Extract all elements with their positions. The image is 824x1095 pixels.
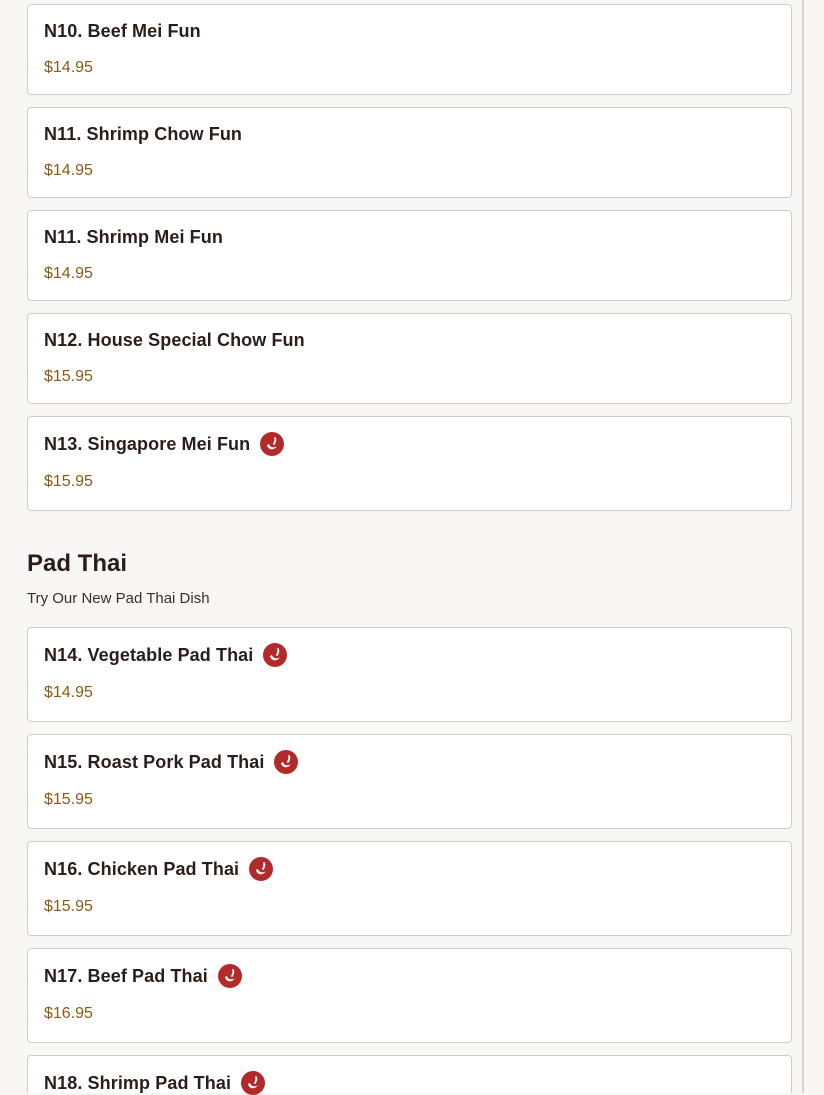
menu-item-price: $16.95	[44, 1005, 93, 1022]
menu-item-price: $15.95	[44, 368, 93, 385]
menu-item-name: N16. Chicken Pad Thai	[44, 858, 240, 879]
chili-pepper-icon	[260, 432, 284, 456]
chili-pepper-icon	[241, 1071, 265, 1095]
chili-pepper-icon	[263, 643, 287, 667]
menu-item-price: $15.95	[44, 473, 93, 490]
menu-item-card[interactable]	[27, 313, 792, 404]
menu-item-price: $14.95	[44, 265, 93, 282]
menu-item-price: $15.95	[44, 898, 93, 915]
menu-item-card[interactable]	[27, 734, 792, 829]
menu-item-name: N12. House Special Chow Fun	[44, 330, 305, 350]
menu-item-price: $14.95	[44, 162, 93, 179]
menu-item-price: $15.95	[44, 791, 93, 808]
menu-item-card[interactable]	[27, 4, 792, 95]
chili-pepper-icon	[249, 857, 273, 881]
menu-item-card[interactable]	[27, 210, 792, 301]
section-description: Try Our New Pad Thai Dish	[27, 590, 210, 607]
menu-item-name: N11. Shrimp Mei Fun	[44, 227, 223, 247]
chili-pepper-icon	[218, 964, 242, 988]
menu-item-name: N17. Beef Pad Thai	[44, 965, 208, 986]
page-right-edge	[802, 0, 804, 1093]
section-title: Pad Thai	[27, 550, 128, 577]
menu-item-card[interactable]	[27, 627, 792, 722]
menu-item-name: N18. Shrimp Pad Thai	[44, 1072, 232, 1093]
menu-item-name: N15. Roast Pork Pad Thai	[44, 751, 265, 772]
menu-item-card[interactable]	[27, 107, 792, 198]
menu-item-name: N11. Shrimp Chow Fun	[44, 124, 243, 144]
menu-item-name: N10. Beef Mei Fun	[44, 21, 201, 41]
menu-item-card[interactable]	[27, 948, 792, 1043]
menu-item-name: N13. Singapore Mei Fun	[44, 433, 251, 454]
chili-pepper-icon	[274, 750, 298, 774]
menu-item-price: $14.95	[44, 59, 93, 76]
menu-item-card[interactable]	[27, 416, 792, 511]
menu-item-card[interactable]	[27, 1055, 792, 1093]
menu-item-name: N14. Vegetable Pad Thai	[44, 644, 254, 665]
menu-item-price: $14.95	[44, 684, 93, 701]
menu-item-card[interactable]	[27, 841, 792, 936]
